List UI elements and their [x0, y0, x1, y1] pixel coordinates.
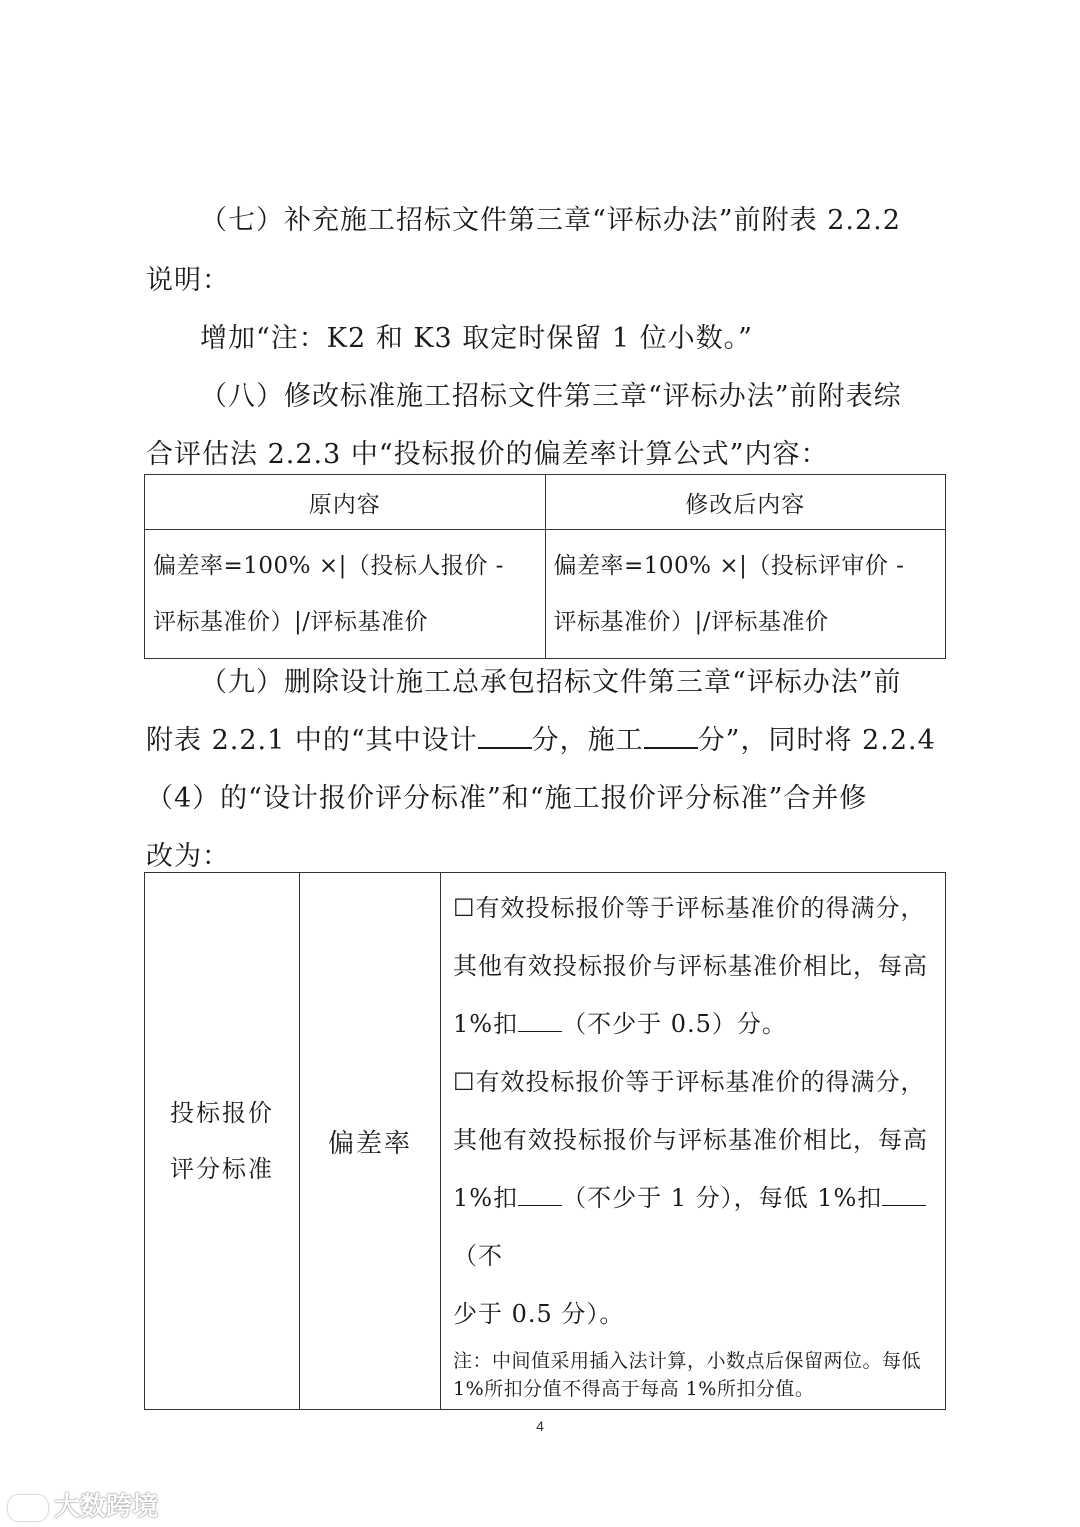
- original-line2: 评标基准价）|/评标基准价: [153, 609, 428, 635]
- opt1-line3-b: （不少于 0.5）分。: [562, 1010, 787, 1038]
- cell-original: [145, 530, 546, 659]
- opt1-deduct-blank: [518, 1009, 562, 1032]
- scoring-standard-table: [144, 872, 946, 1410]
- opt2-line2: 其他有效投标报价与评标基准价相比，每高: [453, 1126, 928, 1154]
- scoring-label-line2: 评分标准: [170, 1155, 274, 1183]
- header-modified: 修改后内容: [545, 475, 946, 530]
- para7-line2: 说明：: [146, 265, 230, 296]
- design-score-blank: [478, 721, 532, 749]
- scoring-label-cell: [145, 873, 300, 1410]
- para9-line2-a: 附表 2.2.1 中的“其中设计: [146, 725, 478, 756]
- para7-line1: （七）补充施工招标文件第三章“评标办法”前附表 2.2.2: [200, 205, 901, 236]
- deviation-rate-cell: 偏差率: [300, 873, 441, 1410]
- opt1-line3: [453, 995, 937, 1053]
- watermark: [8, 1486, 158, 1523]
- opt2-line3-b: （不少于 1 分），每低 1%扣: [562, 1184, 883, 1212]
- table-note: 注：中间值采用插入法计算，小数点后保留两位。每低 1%所扣分值不得高于每高 1%所扣分值。: [453, 1350, 922, 1400]
- opt2-line3-a: 1%扣: [453, 1184, 519, 1212]
- opt2-line4: 少于 0.5 分）。: [453, 1300, 625, 1328]
- watermark-text: 大数跨境: [54, 1491, 159, 1521]
- para9-line2-b: 分，施工: [531, 725, 644, 756]
- para7-line3: 增加“注：K2 和 K3 取定时保留 1 位小数。”: [200, 323, 753, 354]
- opt1-line1: ☐有效投标报价等于评标基准价的得满分，: [453, 894, 926, 922]
- page-number: 4: [536, 1418, 544, 1434]
- cell-modified: [545, 530, 946, 659]
- formula-comparison-table: [144, 474, 946, 659]
- scoring-label-line1: 投标报价: [170, 1099, 274, 1127]
- para9-line2: [146, 718, 946, 757]
- modified-line1: 偏差率=100% ×|（投标评审价 -: [553, 553, 905, 579]
- opt1-line3-a: 1%扣: [453, 1010, 519, 1038]
- opt2-line3-c: （不: [453, 1242, 503, 1270]
- original-line1: 偏差率=100% ×|（投标人报价 -: [153, 553, 504, 579]
- opt2-line1: ☐有效投标报价等于评标基准价的得满分，: [453, 1068, 926, 1096]
- opt2-high-deduct-blank: [518, 1183, 562, 1206]
- para9-line3: （4）的“设计报价评分标准”和“施工报价评分标准”合并修: [146, 783, 868, 814]
- para9-line2-c: 分”，同时将 2.2.4: [697, 725, 936, 756]
- opt2-low-deduct-blank: [882, 1183, 926, 1206]
- para8-line1: （八）修改标准施工招标文件第三章“评标办法”前附表综: [200, 381, 902, 412]
- opt1-line2: 其他有效投标报价与评标基准价相比，每高: [453, 952, 928, 980]
- header-original: 原内容: [145, 475, 546, 530]
- para9-line1: （九）删除设计施工总承包招标文件第三章“评标办法”前: [200, 667, 902, 698]
- scoring-rules-cell: [441, 873, 946, 1410]
- opt2-line3: [453, 1169, 937, 1285]
- para8-line2: 合评估法 2.2.3 中“投标报价的偏差率计算公式”内容：: [146, 439, 829, 470]
- construction-score-blank: [644, 721, 698, 749]
- para9-line4: 改为：: [146, 841, 230, 872]
- modified-line2: 评标基准价）|/评标基准价: [553, 609, 829, 635]
- watermark-logo-icon: [8, 1495, 48, 1521]
